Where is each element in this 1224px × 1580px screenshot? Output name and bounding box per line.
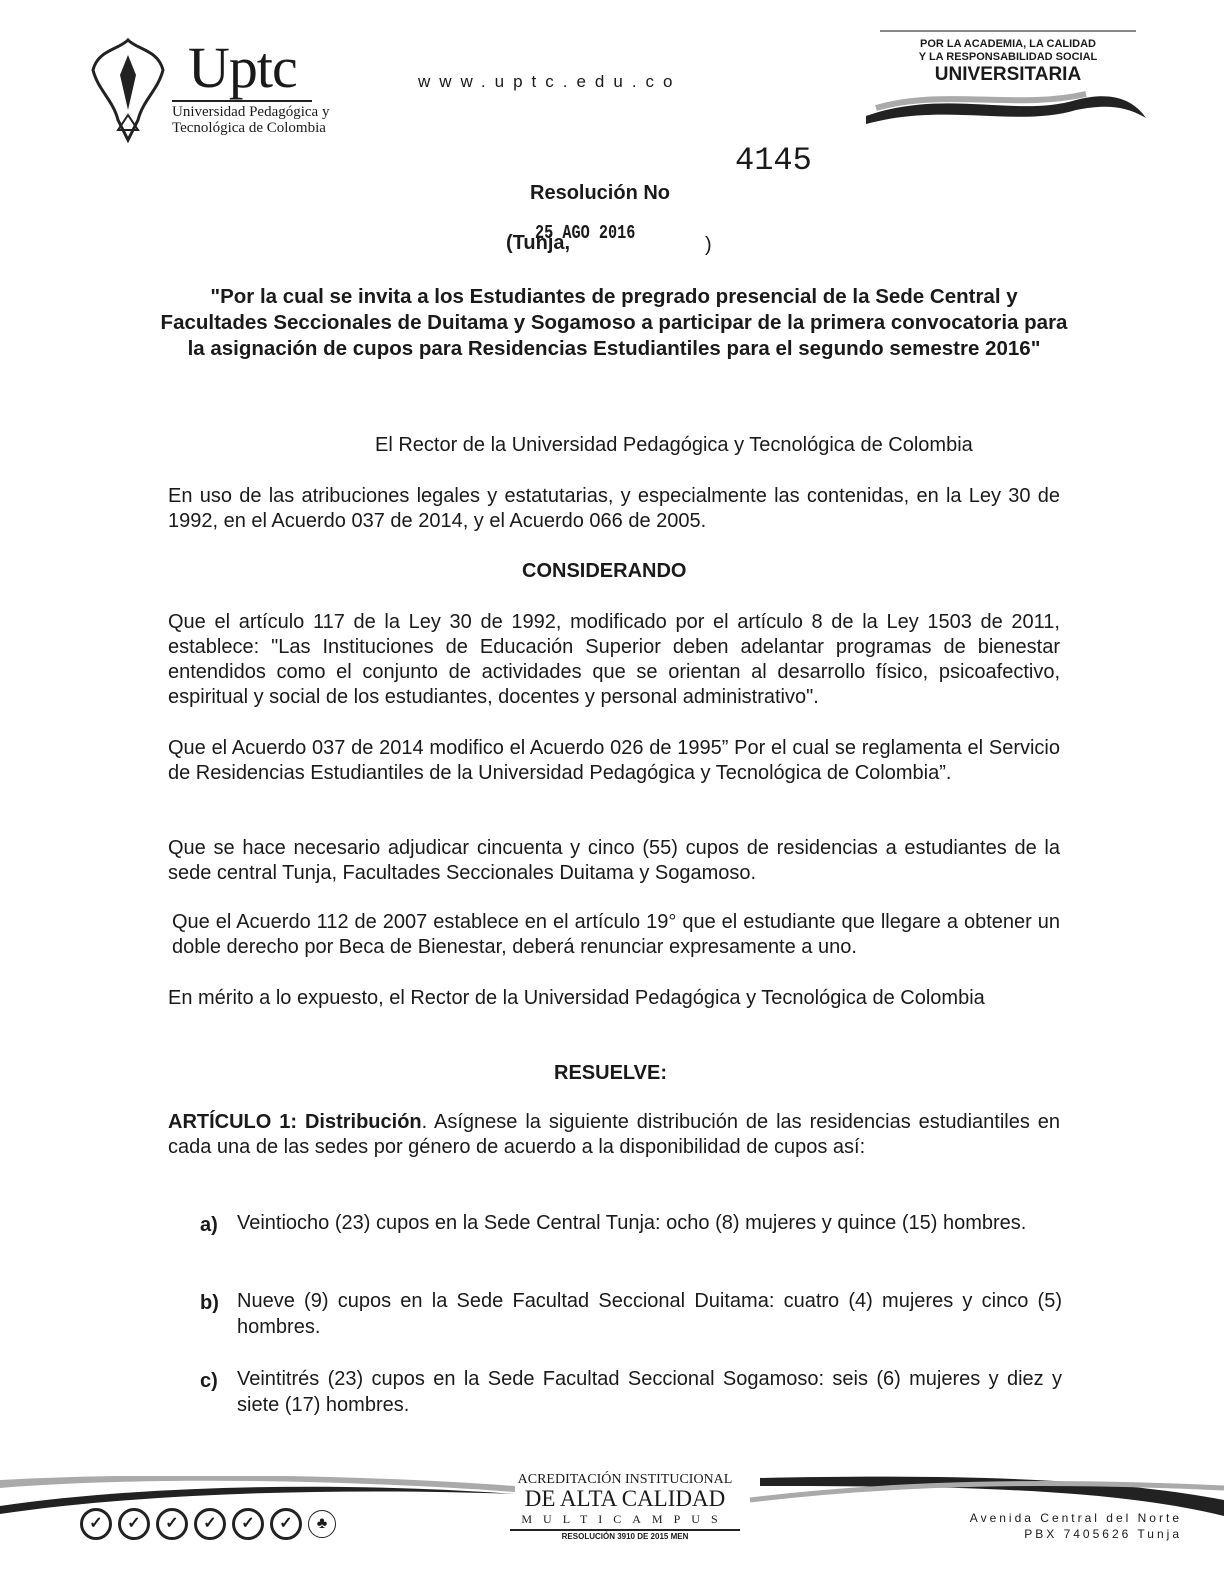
address-line: PBX 7405626 Tunja: [1024, 1527, 1182, 1541]
university-crest-icon: [88, 30, 168, 150]
considerando-paragraph: Que el artículo 117 de la Ley 30 de 1992, modificado por el artículo 8 de la Ley 1503 de 2011, establece: "Las Instituciones de Educación Superior deben adelantar programas de bienestar entendidos como el conjunto de actividades que se orientan al desarrollo físico, psicoafectivo, espiritual y social de los estudiantes, docentes y personal administrativo".: [168, 611, 1060, 708]
list-item-text: Veintiocho (23) cupos en la Sede Central Tunja: ocho (8) mujeres y quince (15) hombres.: [237, 1212, 1027, 1234]
accreditation-line: RESOLUCIÓN 3910 DE 2015 MEN: [561, 1532, 689, 1541]
accreditation-line: ACREDITACIÓN INSTITUCIONAL: [517, 1472, 733, 1487]
issuer: El Rector de la Universidad Pedagógica y Tecnológica de Colombia: [375, 434, 973, 456]
list-item-text: Veintitrés (23) cupos en la Sede Facultad Seccional Sogamoso: seis (6) mujeres y diez y siete (17) hombres.: [237, 1368, 1062, 1416]
considerando-paragraph: Que se hace necesario adjudicar cincuenta y cinco (55) cupos de residencias a estudiantes de la sede central Tunja, Facultades Seccionales Duitama y Sogamoso.: [168, 837, 1060, 884]
certification-seals: [80, 1508, 342, 1540]
check-seal-icon: ✓: [232, 1508, 264, 1540]
articulo-1-label: ARTÍCULO 1: Distribución: [168, 1111, 422, 1133]
logo-wordmark: Uptc: [188, 35, 297, 100]
resolution-title: Resolución No: [530, 182, 671, 204]
slogan-swoosh: [866, 88, 1150, 128]
slogan: [880, 32, 1136, 86]
logo-rule: [172, 100, 312, 102]
logo-subtitle: [172, 104, 329, 136]
accreditation-line: MULTICAMPUS: [521, 1512, 729, 1526]
colombia-map-seal-icon: ♣: [308, 1510, 336, 1538]
list-item-label: c): [200, 1370, 218, 1392]
check-seal-icon: ✓: [270, 1508, 302, 1540]
accreditation-block: [505, 1472, 745, 1543]
resuelve-heading: RESUELVE:: [554, 1062, 667, 1084]
check-seal-icon: ✓: [194, 1508, 226, 1540]
articulo-1-text: . Asígnese la siguiente distribución de las residencias estudiantiles en cada una de las sedes por género de acuerdo a la disponibilidad de cupos así:: [168, 1111, 1061, 1158]
check-seal-icon: ✓: [80, 1508, 112, 1540]
slogan-line: Y LA RESPONSABILIDAD SOCIAL: [918, 51, 1098, 63]
considerando-paragraph: En mérito a lo expuesto, el Rector de la Universidad Pedagógica y Tecnológica de Colombia: [168, 987, 985, 1009]
considerando-paragraph: Que el Acuerdo 112 de 2007 establece en el artículo 19° que el estudiante que llegare a obtener un doble derecho por Beca de Bienestar, deberá renunciar expresamente a uno.: [172, 911, 1060, 958]
date-stamp: 25 AGO 2016: [535, 222, 636, 244]
considerando-paragraph: Que el Acuerdo 037 de 2014 modifico el Acuerdo 026 de 1995” Por el cual se reglamenta el Servicio de Residencias Estudiantiles de la Universidad Pedagógica y Tecnológica de Colombia”.: [168, 737, 1060, 784]
logo-subtitle-line: Universidad Pedagógica y: [172, 104, 330, 120]
accreditation-line: DE ALTA CALIDAD: [524, 1486, 726, 1511]
resolution-number: 4145: [735, 142, 812, 179]
address-line: Avenida Central del Norte: [969, 1511, 1182, 1525]
considerando-heading: CONSIDERANDO: [522, 560, 687, 582]
footer-address: [970, 1510, 1182, 1542]
resolution-subject: "Por la cual se invita a los Estudiantes de pregrado presencial de la Sede Central y Facultades Seccionales de Duitama y Sogamoso a participar de la primera convocatoria para la asignación de cupos para Residencias Estudiantiles para el segundo semestre 2016": [160, 285, 1068, 360]
list-item: [200, 1210, 1062, 1236]
slogan-line: UNIVERSITARIA: [934, 64, 1082, 85]
list-item-label: b): [200, 1292, 219, 1314]
logo-subtitle-line: Tecnológica de Colombia: [172, 120, 326, 136]
check-seal-icon: ✓: [156, 1508, 188, 1540]
articulo-1: [168, 1110, 1060, 1160]
list-item: [200, 1366, 1062, 1418]
check-seal-icon: ✓: [118, 1508, 150, 1540]
resolution-place-close: ): [705, 234, 712, 256]
list-item-label: a): [200, 1214, 218, 1236]
website-url: www.uptc.edu.co: [418, 72, 682, 91]
resolution-place: (Tunja,: [506, 232, 571, 254]
list-item-text: Nueve (9) cupos en la Sede Facultad Seccional Duitama: cuatro (4) mujeres y cinco (5) hombres.: [237, 1290, 1062, 1338]
list-item: [200, 1288, 1062, 1340]
slogan-line: POR LA ACADEMIA, LA CALIDAD: [920, 38, 1096, 50]
preamble: En uso de las atribuciones legales y estatutarias, y especialmente las contenidas, en la Ley 30 de 1992, en el Acuerdo 037 de 2014, y el Acuerdo 066 de 2005.: [168, 485, 1060, 532]
